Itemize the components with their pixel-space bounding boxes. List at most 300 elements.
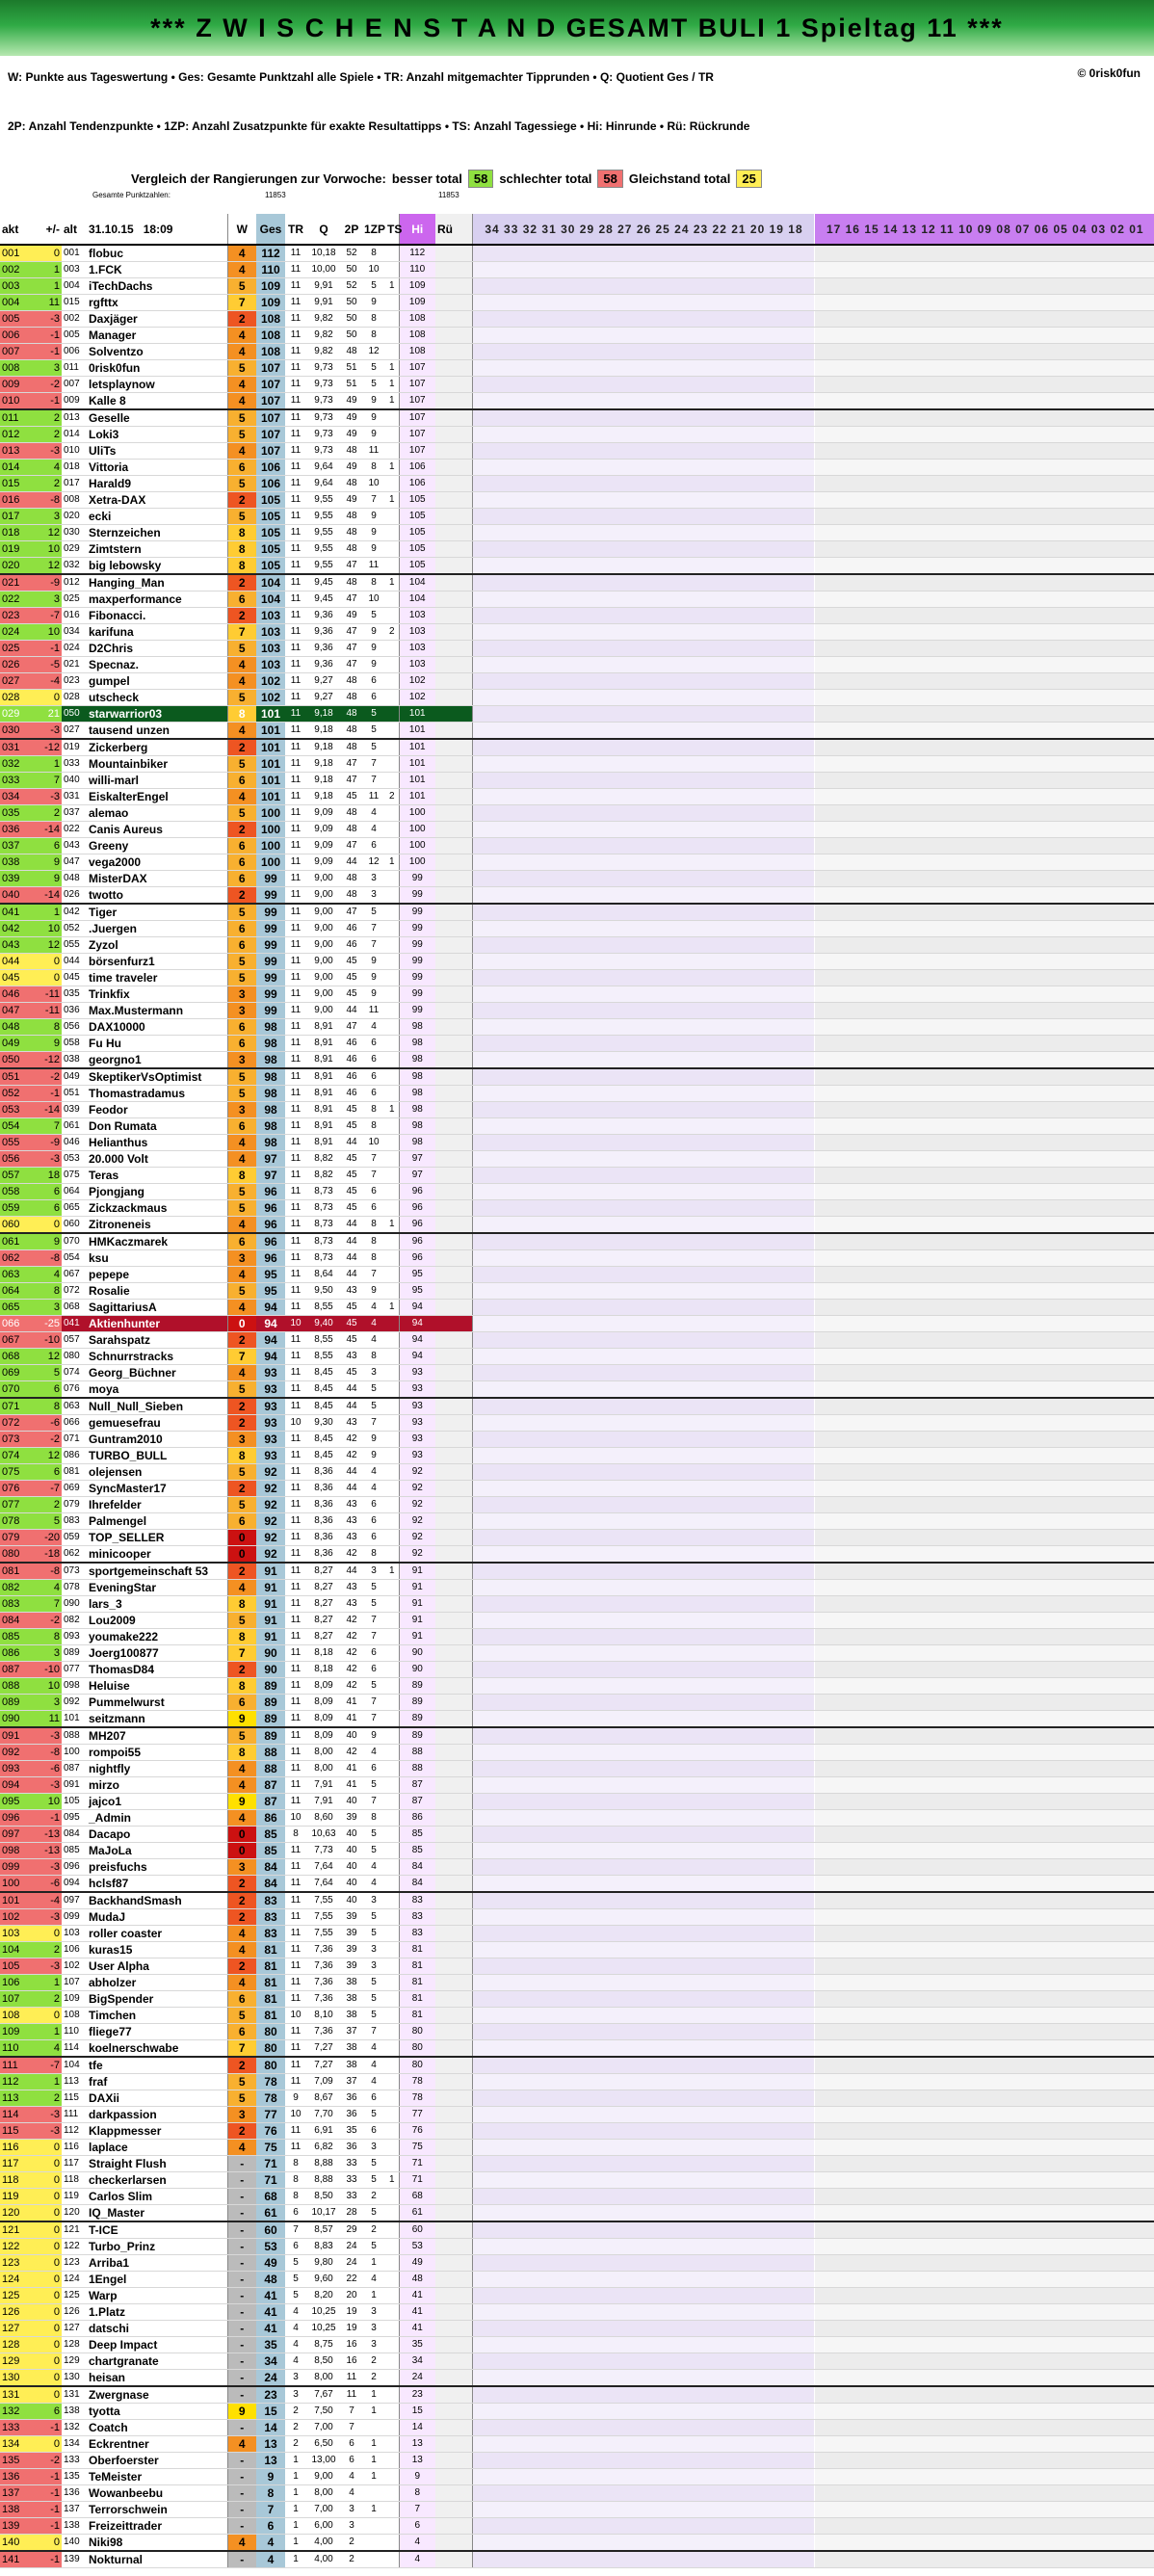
change: 6 <box>27 1381 62 1399</box>
rank: 067 <box>0 1332 27 1349</box>
rank: 130 <box>0 2370 27 2387</box>
old-rank: 086 <box>62 1448 87 1464</box>
player-name: big lebowsky <box>87 558 227 575</box>
quotient: 8,27 <box>306 1613 341 1629</box>
rueckrunde-points <box>435 1432 472 1448</box>
rounds: 11 <box>285 541 306 558</box>
table-row <box>0 1859 1154 1876</box>
total-points: 99 <box>256 1003 285 1019</box>
col-alt: alt <box>62 214 87 245</box>
day-points: - <box>227 2304 256 2321</box>
time: 18:09 <box>143 222 173 236</box>
tendency-points: 11 <box>341 2386 362 2404</box>
rank: 041 <box>0 904 27 921</box>
player-name: Arriba1 <box>87 2255 227 2272</box>
table-row <box>0 2255 1154 2272</box>
hinrunde-days <box>814 657 1154 673</box>
tendency-points: 43 <box>341 1580 362 1596</box>
hinrunde-days <box>814 921 1154 937</box>
quotient: 8,73 <box>306 1233 341 1250</box>
day-points: 2 <box>227 1332 256 1349</box>
exact-points: 5 <box>362 360 385 377</box>
tendency-points: 42 <box>341 1662 362 1678</box>
old-rank: 039 <box>62 1102 87 1118</box>
change: 11 <box>27 1711 62 1728</box>
quotient: 8,45 <box>306 1448 341 1464</box>
rank: 100 <box>0 1876 27 1893</box>
quotient: 8,67 <box>306 2090 341 2107</box>
rounds: 11 <box>285 1118 306 1135</box>
tendency-points: 2 <box>341 2551 362 2568</box>
rounds: 11 <box>285 1777 306 1794</box>
rueckrunde-points <box>435 805 472 822</box>
player-name: seitzmann <box>87 1711 227 1728</box>
day-points: 4 <box>227 245 256 262</box>
tendency-points: 44 <box>341 1003 362 1019</box>
hinrunde-days <box>814 1464 1154 1481</box>
table-row <box>0 1200 1154 1217</box>
day-points: 4 <box>227 328 256 344</box>
change: -1 <box>27 2502 62 2518</box>
old-rank: 068 <box>62 1300 87 1316</box>
tendency-points: 48 <box>341 541 362 558</box>
tendency-points: 46 <box>341 1036 362 1052</box>
total-points: 100 <box>256 838 285 854</box>
exact-points: 7 <box>362 921 385 937</box>
hinrunde-days <box>814 509 1154 525</box>
change: 12 <box>27 1448 62 1464</box>
table-row <box>0 1432 1154 1448</box>
player-name: Specnaz. <box>87 657 227 673</box>
change: -6 <box>27 1761 62 1777</box>
old-rank: 007 <box>62 377 87 393</box>
rueckrunde-points <box>435 1876 472 1893</box>
hinrunde-days <box>814 1563 1154 1580</box>
day-points: 5 <box>227 1381 256 1399</box>
day-wins <box>385 2239 399 2255</box>
rueckrunde-days <box>472 1761 814 1777</box>
table-row <box>0 1958 1154 1975</box>
day-points: 2 <box>227 1876 256 1893</box>
hinrunde-points: 101 <box>399 739 435 756</box>
old-rank: 010 <box>62 443 87 460</box>
total-points: 100 <box>256 805 285 822</box>
table-row <box>0 2205 1154 2222</box>
rounds: 11 <box>285 789 306 805</box>
rounds: 2 <box>285 2436 306 2453</box>
player-name: Feodor <box>87 1102 227 1118</box>
old-rank: 128 <box>62 2337 87 2353</box>
exact-points: 5 <box>362 2008 385 2024</box>
day-points: - <box>227 2485 256 2502</box>
rank: 070 <box>0 1381 27 1399</box>
hinrunde-points: 101 <box>399 756 435 773</box>
table-row <box>0 2469 1154 2485</box>
rueckrunde-points <box>435 1316 472 1332</box>
day-wins <box>385 1135 399 1151</box>
rueckrunde-points <box>435 2288 472 2304</box>
total-points: 71 <box>256 2156 285 2172</box>
day-wins <box>385 2436 399 2453</box>
tendency-points: 48 <box>341 443 362 460</box>
day-points: 4 <box>227 2140 256 2156</box>
quotient: 7,27 <box>306 2057 341 2074</box>
hinrunde-points: 94 <box>399 1300 435 1316</box>
old-rank: 063 <box>62 1398 87 1415</box>
quotient: 9,82 <box>306 328 341 344</box>
table-row <box>0 1068 1154 1086</box>
hinrunde-days <box>814 1613 1154 1629</box>
table-row <box>0 1761 1154 1777</box>
day-points: 8 <box>227 541 256 558</box>
player-name: .Juergen <box>87 921 227 937</box>
day-points: 0 <box>227 1827 256 1843</box>
player-name: fraf <box>87 2074 227 2090</box>
table-row <box>0 1233 1154 1250</box>
rueckrunde-days <box>472 1892 814 1909</box>
exact-points: 4 <box>362 1876 385 1893</box>
exact-points: 5 <box>362 1580 385 1596</box>
rueckrunde-points <box>435 2453 472 2469</box>
day-wins <box>385 2221 399 2239</box>
old-rank: 006 <box>62 344 87 360</box>
old-rank: 017 <box>62 476 87 492</box>
rank: 102 <box>0 1909 27 1926</box>
player-name: SyncMaster17 <box>87 1481 227 1497</box>
quotient: 7,36 <box>306 2024 341 2040</box>
old-rank: 082 <box>62 1613 87 1629</box>
tendency-points: 24 <box>341 2255 362 2272</box>
old-rank: 037 <box>62 805 87 822</box>
player-name: ecki <box>87 509 227 525</box>
rueckrunde-days <box>472 1711 814 1728</box>
old-rank: 079 <box>62 1497 87 1513</box>
rueckrunde-days <box>472 460 814 476</box>
change: 9 <box>27 1036 62 1052</box>
total-points: 99 <box>256 970 285 986</box>
table-row <box>0 673 1154 690</box>
old-rank: 120 <box>62 2205 87 2222</box>
exact-points: 4 <box>362 2272 385 2288</box>
exact-points: 5 <box>362 739 385 756</box>
table-row <box>0 921 1154 937</box>
exact-points: 8 <box>362 328 385 344</box>
rueckrunde-points <box>435 1068 472 1086</box>
day-points: 4 <box>227 657 256 673</box>
total-points: 96 <box>256 1184 285 1200</box>
day-points: 6 <box>227 2024 256 2040</box>
rounds: 7 <box>285 2221 306 2239</box>
rank: 057 <box>0 1168 27 1184</box>
change: -3 <box>27 789 62 805</box>
player-name: IQ_Master <box>87 2205 227 2222</box>
table-row <box>0 2140 1154 2156</box>
rank: 006 <box>0 328 27 344</box>
rueckrunde-days <box>472 525 814 541</box>
total-points: 110 <box>256 262 285 278</box>
player-name: koelnerschwabe <box>87 2040 227 2058</box>
day-points: 2 <box>227 608 256 624</box>
rueckrunde-days <box>472 2420 814 2436</box>
change: 1 <box>27 278 62 295</box>
table-row <box>0 2485 1154 2502</box>
old-rank: 061 <box>62 1118 87 1135</box>
rounds: 1 <box>285 2453 306 2469</box>
tendency-points: 44 <box>341 1250 362 1267</box>
total-points: 108 <box>256 311 285 328</box>
change: 7 <box>27 773 62 789</box>
rank: 049 <box>0 1036 27 1052</box>
quotient: 9,27 <box>306 690 341 706</box>
old-rank: 116 <box>62 2140 87 2156</box>
total-points: 94 <box>256 1332 285 1349</box>
hinrunde-days <box>814 854 1154 871</box>
old-rank: 011 <box>62 360 87 377</box>
rueckrunde-days <box>472 739 814 756</box>
day-wins <box>385 1613 399 1629</box>
rueckrunde-points <box>435 1052 472 1069</box>
hinrunde-points: 90 <box>399 1645 435 1662</box>
exact-points: 12 <box>362 344 385 360</box>
quotient: 8,88 <box>306 2172 341 2189</box>
day-points: 4 <box>227 2436 256 2453</box>
total-points: 103 <box>256 608 285 624</box>
rank: 058 <box>0 1184 27 1200</box>
total-points: 80 <box>256 2040 285 2058</box>
tendency-points: 50 <box>341 328 362 344</box>
hinrunde-points: 98 <box>399 1036 435 1052</box>
day-points: 6 <box>227 1695 256 1711</box>
rueckrunde-points <box>435 377 472 393</box>
old-rank: 076 <box>62 1381 87 1399</box>
tendency-points: 45 <box>341 1300 362 1316</box>
tendency-points: 48 <box>341 871 362 887</box>
hinrunde-days <box>814 1958 1154 1975</box>
day-points: 4 <box>227 1135 256 1151</box>
day-wins <box>385 1958 399 1975</box>
exact-points <box>362 2485 385 2502</box>
player-name: gumpel <box>87 673 227 690</box>
old-rank: 019 <box>62 739 87 756</box>
exact-points: 5 <box>362 1596 385 1613</box>
total-points: 80 <box>256 2057 285 2074</box>
hinrunde-days <box>814 295 1154 311</box>
hinrunde-days <box>814 706 1154 723</box>
exact-points: 7 <box>362 1267 385 1283</box>
total-points: 76 <box>256 2123 285 2140</box>
day-wins <box>385 1909 399 1926</box>
rounds: 11 <box>285 1381 306 1399</box>
rounds: 11 <box>285 1068 306 1086</box>
rounds: 3 <box>285 2370 306 2387</box>
change: 1 <box>27 1975 62 1991</box>
player-name: Canis Aureus <box>87 822 227 838</box>
hinrunde-days <box>814 756 1154 773</box>
rueckrunde-points <box>435 2239 472 2255</box>
old-rank: 065 <box>62 1200 87 1217</box>
quotient: 9,73 <box>306 393 341 410</box>
rounds: 11 <box>285 624 306 641</box>
old-rank: 042 <box>62 904 87 921</box>
hinrunde-days <box>814 1233 1154 1250</box>
old-rank: 077 <box>62 1662 87 1678</box>
rueckrunde-days <box>472 1859 814 1876</box>
day-points: 6 <box>227 773 256 789</box>
day-points: 6 <box>227 1233 256 1250</box>
table-row <box>0 443 1154 460</box>
total-points: 91 <box>256 1596 285 1613</box>
rueckrunde-points <box>435 1695 472 1711</box>
rueckrunde-days <box>472 1629 814 1645</box>
rank: 134 <box>0 2436 27 2453</box>
hinrunde-days <box>814 1068 1154 1086</box>
rank: 121 <box>0 2221 27 2239</box>
tendency-points: 45 <box>341 970 362 986</box>
day-points: 4 <box>227 1777 256 1794</box>
change: -8 <box>27 1745 62 1761</box>
quotient: 8,27 <box>306 1580 341 1596</box>
player-name: ThomasD84 <box>87 1662 227 1678</box>
quotient: 7,27 <box>306 2040 341 2058</box>
old-rank: 097 <box>62 1892 87 1909</box>
day-points: 6 <box>227 1991 256 2008</box>
total-points: 13 <box>256 2453 285 2469</box>
day-wins <box>385 2156 399 2172</box>
hinrunde-points: 91 <box>399 1613 435 1629</box>
day-points: - <box>227 2453 256 2469</box>
rueckrunde-points <box>435 1810 472 1827</box>
player-name: jajco1 <box>87 1794 227 1810</box>
table-row <box>0 2518 1154 2535</box>
tendency-points: 46 <box>341 937 362 954</box>
day-points: - <box>227 2205 256 2222</box>
quotient: 8,64 <box>306 1267 341 1283</box>
rank: 082 <box>0 1580 27 1596</box>
rueckrunde-points <box>435 2074 472 2090</box>
points-total: 11853 <box>265 191 286 199</box>
change: 10 <box>27 624 62 641</box>
rueckrunde-days <box>472 1745 814 1761</box>
table-row <box>0 509 1154 525</box>
rank: 068 <box>0 1349 27 1365</box>
rueckrunde-points <box>435 657 472 673</box>
change: 3 <box>27 509 62 525</box>
change: -4 <box>27 1892 62 1909</box>
hinrunde-days <box>814 1184 1154 1200</box>
rueckrunde-points <box>435 1267 472 1283</box>
day-wins <box>385 2386 399 2404</box>
rank: 078 <box>0 1513 27 1530</box>
player-name: lars_3 <box>87 1596 227 1613</box>
day-points: 6 <box>227 1513 256 1530</box>
change: -9 <box>27 574 62 591</box>
table-row <box>0 1727 1154 1745</box>
hinrunde-days <box>814 1745 1154 1761</box>
exact-points: 9 <box>362 295 385 311</box>
player-name: MH207 <box>87 1727 227 1745</box>
player-name: Fibonacci. <box>87 608 227 624</box>
day-points: 5 <box>227 1184 256 1200</box>
exact-points: 11 <box>362 1003 385 1019</box>
change: 1 <box>27 262 62 278</box>
rounds: 11 <box>285 871 306 887</box>
old-rank: 009 <box>62 393 87 410</box>
day-points: 8 <box>227 525 256 541</box>
total-points: 89 <box>256 1695 285 1711</box>
hinrunde-days <box>814 937 1154 954</box>
rounds: 11 <box>285 1267 306 1283</box>
hinrunde-days <box>814 492 1154 509</box>
total-points: 101 <box>256 756 285 773</box>
rueckrunde-days <box>472 1777 814 1794</box>
hinrunde-days <box>814 2436 1154 2453</box>
old-rank: 123 <box>62 2255 87 2272</box>
table-row <box>0 1892 1154 1909</box>
rueckrunde-days <box>472 1727 814 1745</box>
rueckrunde-points <box>435 558 472 575</box>
player-name: Thomastradamus <box>87 1086 227 1102</box>
rueckrunde-points <box>435 1217 472 1234</box>
rounds: 4 <box>285 2337 306 2353</box>
rank: 048 <box>0 1019 27 1036</box>
rueckrunde-points <box>435 295 472 311</box>
day-points: 8 <box>227 1448 256 1464</box>
exact-points: 5 <box>362 1381 385 1399</box>
day-wins <box>385 739 399 756</box>
day-points: 8 <box>227 1629 256 1645</box>
table-row <box>0 1942 1154 1958</box>
change: 5 <box>27 1365 62 1381</box>
change: -12 <box>27 739 62 756</box>
hinrunde-days <box>814 1629 1154 1645</box>
day-wins <box>385 921 399 937</box>
rueckrunde-points <box>435 1086 472 1102</box>
old-rank: 083 <box>62 1513 87 1530</box>
table-row <box>0 1530 1154 1546</box>
total-points: 4 <box>256 2535 285 2552</box>
quotient: 8,20 <box>306 2288 341 2304</box>
day-wins <box>385 986 399 1003</box>
day-points: 4 <box>227 1926 256 1942</box>
change: 21 <box>27 706 62 723</box>
rounds: 10 <box>285 1810 306 1827</box>
exact-points: 7 <box>362 756 385 773</box>
old-rank: 113 <box>62 2074 87 2090</box>
day-points: 2 <box>227 1481 256 1497</box>
player-name: Geselle <box>87 409 227 427</box>
old-rank: 059 <box>62 1530 87 1546</box>
day-wins <box>385 1596 399 1613</box>
table-row <box>0 838 1154 854</box>
rounds: 6 <box>285 2205 306 2222</box>
hinrunde-points: 100 <box>399 822 435 838</box>
hinrunde-points: 109 <box>399 295 435 311</box>
hinrunde-points: 105 <box>399 541 435 558</box>
rueckrunde-points <box>435 1332 472 1349</box>
hinrunde-points: 105 <box>399 492 435 509</box>
rank: 120 <box>0 2205 27 2222</box>
quotient: 8,18 <box>306 1662 341 1678</box>
exact-points: 5 <box>362 1678 385 1695</box>
table-row <box>0 1184 1154 1200</box>
rank: 023 <box>0 608 27 624</box>
hinrunde-days <box>814 2353 1154 2370</box>
player-name: Zyzol <box>87 937 227 954</box>
table-row <box>0 1283 1154 1300</box>
table-row <box>0 2272 1154 2288</box>
old-rank: 095 <box>62 1810 87 1827</box>
player-name: DAX10000 <box>87 1019 227 1036</box>
